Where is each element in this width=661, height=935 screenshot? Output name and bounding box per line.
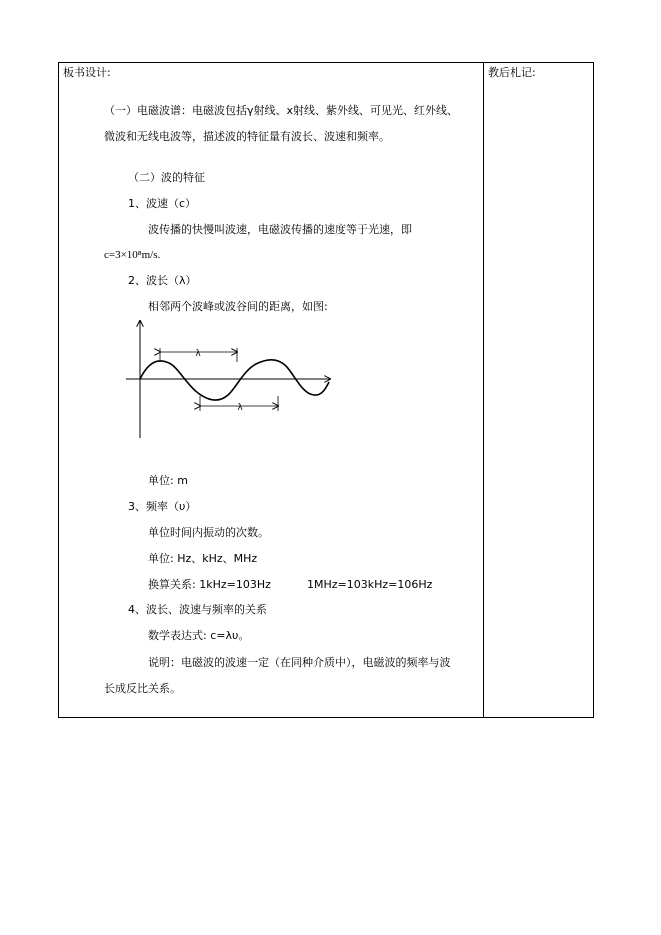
speed-formula: c=3×10⁸m/s. <box>104 249 161 261</box>
relation-expression: 数学表达式: c=λυ。 <box>148 629 250 642</box>
wavelength-description: 相邻两个波峰或波谷间的距离，如图: <box>148 300 328 313</box>
relation-note-line1: 说明：电磁波的波速一定（在同种介质中），电磁波的频率与波 <box>148 656 451 669</box>
frequency-conversion-a: 换算关系: 1kHz=103Hz <box>148 578 271 591</box>
wave-diagram <box>120 318 340 442</box>
speed-description: 波传播的快慢叫波速，电磁波传播的速度等于光速，即 <box>148 223 412 236</box>
frequency-description: 单位时间内振动的次数。 <box>148 526 269 539</box>
wavelength-label-top: λ <box>195 349 201 359</box>
sine-wave <box>140 360 329 400</box>
wavelength-unit: 单位: m <box>148 474 188 487</box>
section2-title: （二）波的特征 <box>128 171 205 184</box>
frequency-heading: 3、频率（υ） <box>128 500 197 513</box>
relation-heading: 4、波长、波速与频率的关系 <box>128 603 267 616</box>
speed-heading: 1、波速（c） <box>128 197 197 210</box>
frequency-conversion-b: 1MHz=103kHz=106Hz <box>307 578 433 591</box>
wavelength-label-bottom: λ <box>237 403 243 413</box>
relation-note-line2: 长成反比关系。 <box>104 682 181 695</box>
frequency-unit: 单位: Hz、kHz、MHz <box>148 552 258 565</box>
right-column-header: 教后札记: <box>488 66 536 79</box>
column-divider <box>483 62 484 718</box>
section1-line1: （一）电磁波谱：电磁波包括γ射线、x射线、紫外线、可见光、红外线、 <box>104 104 459 117</box>
left-column-header: 板书设计: <box>63 66 111 79</box>
wavelength-heading: 2、波长（λ） <box>128 274 197 287</box>
section1-line2: 微波和无线电波等，描述波的特征量有波长、波速和频率。 <box>104 130 390 143</box>
